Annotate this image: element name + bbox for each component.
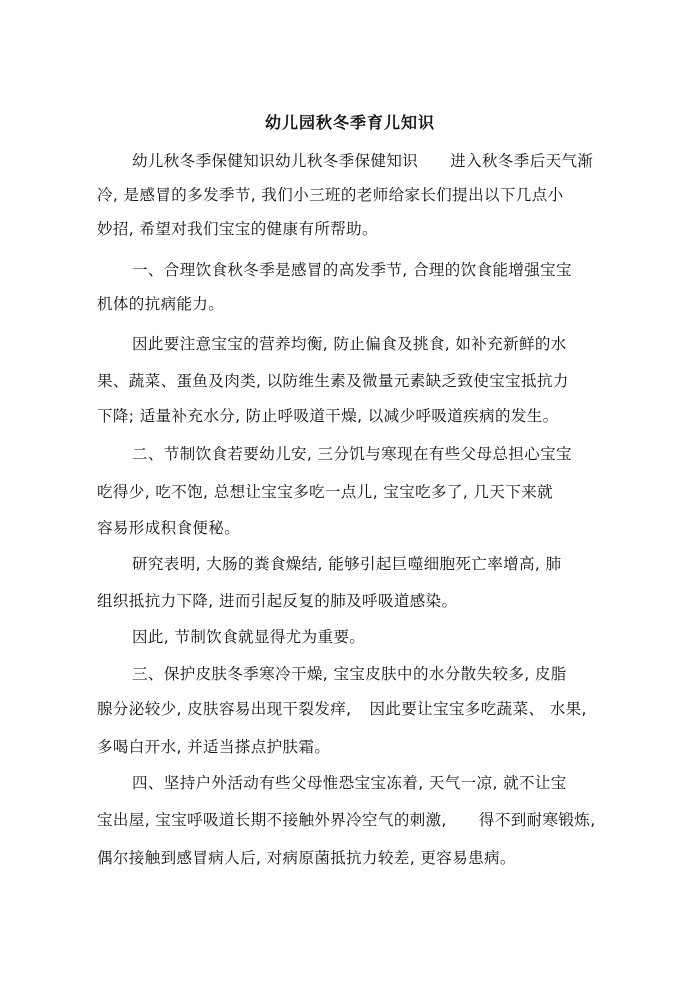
section3-line-1: 三、保护皮肤冬季寒冷干燥, 宝宝皮肤中的水分散失较多, 皮脂 — [132, 665, 567, 683]
intro-line-1-a: 幼儿秋冬季保健知识幼儿秋冬季保健知识 — [132, 152, 419, 170]
section2-p3-line-1: 因此, 节制饮食就显得尤为重要。 — [132, 628, 366, 646]
section3-line-2 — [97, 698, 587, 720]
intro-line-1 — [132, 150, 593, 172]
intro-line-1-b: 进入秋冬季后天气渐 — [450, 152, 594, 170]
section3-line-2-a: 腺分泌较少, 皮肤容易出现干裂发痒, — [97, 700, 352, 718]
document-title: 幼儿园秋冬季育儿知识 — [264, 113, 435, 132]
section1-p2-line-2: 果、蔬菜、蛋鱼及肉类, 以防维生素及微量元素缺乏致使宝宝抵抗力 — [97, 372, 569, 390]
section4-line-2-b: 得不到耐寒锻炼, — [478, 811, 596, 829]
section4-line-3: 偶尔接触到感冒病人后, 对病原菌抵抗力较差, 更容易患病。 — [97, 849, 516, 867]
section4-line-2 — [97, 809, 596, 831]
section2-line-2: 吃得少, 吃不饱, 总想让宝宝多吃一点儿, 宝宝吃多了, 几天下来就 — [97, 483, 554, 501]
section1-line-1: 一、合理饮食秋冬季是感冒的高发季节, 合理的饮食能增强宝宝 — [132, 261, 572, 279]
intro-line-2: 冷, 是感冒的多发季节, 我们小三班的老师给家长们提出以下几点小 — [97, 186, 564, 204]
section1-p2-line-3: 下降; 适量补充水分, 防止呼吸道干燥, 以减少呼吸道疾病的发生。 — [97, 407, 559, 425]
intro-line-3: 妙招, 希望对我们宝宝的健康有所帮助。 — [97, 220, 378, 238]
section2-p2-line-1: 研究表明, 大肠的粪食燥结, 能够引起巨噬细胞死亡率增高, 肺 — [132, 555, 562, 573]
section1-p2-line-1: 因此要注意宝宝的营养均衡, 防止偏食及挑食, 如补充新鲜的水 — [132, 335, 567, 353]
section4-line-1: 四、坚持户外活动有些父母惟恐宝宝冻着, 天气一凉, 就不让宝 — [132, 774, 567, 792]
section2-p2-line-2: 组织抵抗力下降, 进而引起反复的肺及呼吸道感染。 — [97, 592, 458, 610]
section4-line-2-a: 宝出屋, 宝宝呼吸道长期不接触外界冷空气的刺激, — [97, 811, 447, 829]
section3-line-2-b: 因此要让宝宝多吃蔬菜、 水果, — [369, 700, 587, 718]
section3-line-3: 多喝白开水, 并适当搽点护肤霜。 — [97, 738, 331, 756]
section2-line-3: 容易形成积食便秘。 — [97, 519, 241, 537]
section1-line-2: 机体的抗病能力。 — [97, 295, 225, 313]
section2-line-1: 二、节制饮食若要幼儿安, 三分饥与寒现在有些父母总担心宝宝 — [132, 445, 572, 463]
